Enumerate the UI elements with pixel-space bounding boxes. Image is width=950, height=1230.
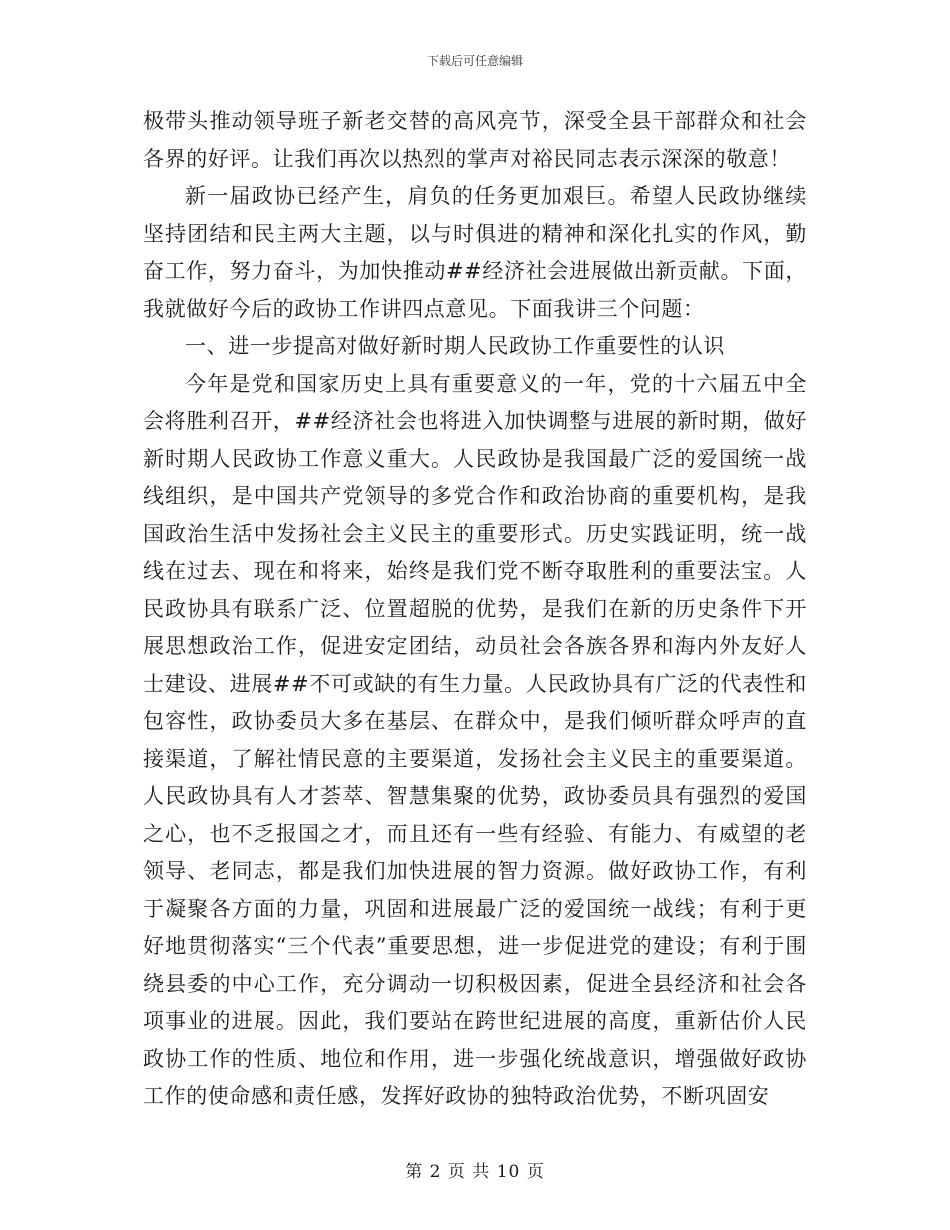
page-number-footer: 第 2 页 共 10 页 [405,1162,545,1182]
paragraph-importance: 今年是党和国家历史上具有重要意义的一年，党的十六届五中全会将胜利召开，##经济社会也将进入加快调整与进展的新时期，做好新时期人民政协工作意义重大。人民政协是我国最广泛的爱国统一战线组织，是中国共产党领导的多党合作和政治协商的重要机构，是我国政治生活中发扬社会主义民主的重要形式。历史实践证明，统一战线在过去、现在和将来，始终是我们党不断夺取胜利的重要法宝。人民政协具有联系广泛、位置超脱的优势，是我们在新的历史条件下开展思想政治工作，促进安定团结，动员社会各族各界和海内外友好人士建设、进展##不可或缺的有生力量。人民政协具有广泛的代表性和包容性，政协委员大多在基层、在群众中，是我们倾听群众呼声的直接渠道，了解社情民意的主要渠道，发扬社会主义民主的重要渠道。人民政协具有人才荟萃、智慧集聚的优势，政协委员具有强烈的爱国之心，也不乏报国之才，而且还有一些有经验、有能力、有威望的老领导、老同志，都是我们加快进展的智力资源。做好政协工作，有利于凝聚各方面的力量，巩固和进展最广泛的爱国统一战线；有利于更好地贯彻落实“三个代表”重要思想，进一步促进党的建设；有利于围绕县委的中心工作，充分调动一切积极因素，促进全县经济和社会各项事业的进展。因此，我们要站在跨世纪进展的高度，重新估价人民政协工作的性质、地位和作用，进一步强化统战意识，增强做好政协工作的使命感和责任感，发挥好政协的独特政治优势，不断巩固安 [143,371,807,1108]
paragraph-new-cppcc: 新一届政协已经产生，肩负的任务更加艰巨。希望人民政协继续坚持团结和民主两大主题，以与时俱进的精神和深化扎实的作风，勤奋工作，努力奋斗，为加快推动##经济社会进展做出新贡献。下面，我就做好今后的政协工作讲四点意见。下面我讲三个问题： [143,184,807,321]
document-body [143,103,807,1116]
page-header: 下载后可任意编辑 [426,54,523,68]
section-heading: 一、进一步提高对做好新时期人民政协工作重要性的认识 [185,334,725,358]
paragraph-continuation: 极带头推动领导班子新老交替的高风亮节，深受全县干部群众和社会各界的好评。让我们再次以热烈的掌声对裕民同志表示深深的敬意！ [143,109,807,171]
